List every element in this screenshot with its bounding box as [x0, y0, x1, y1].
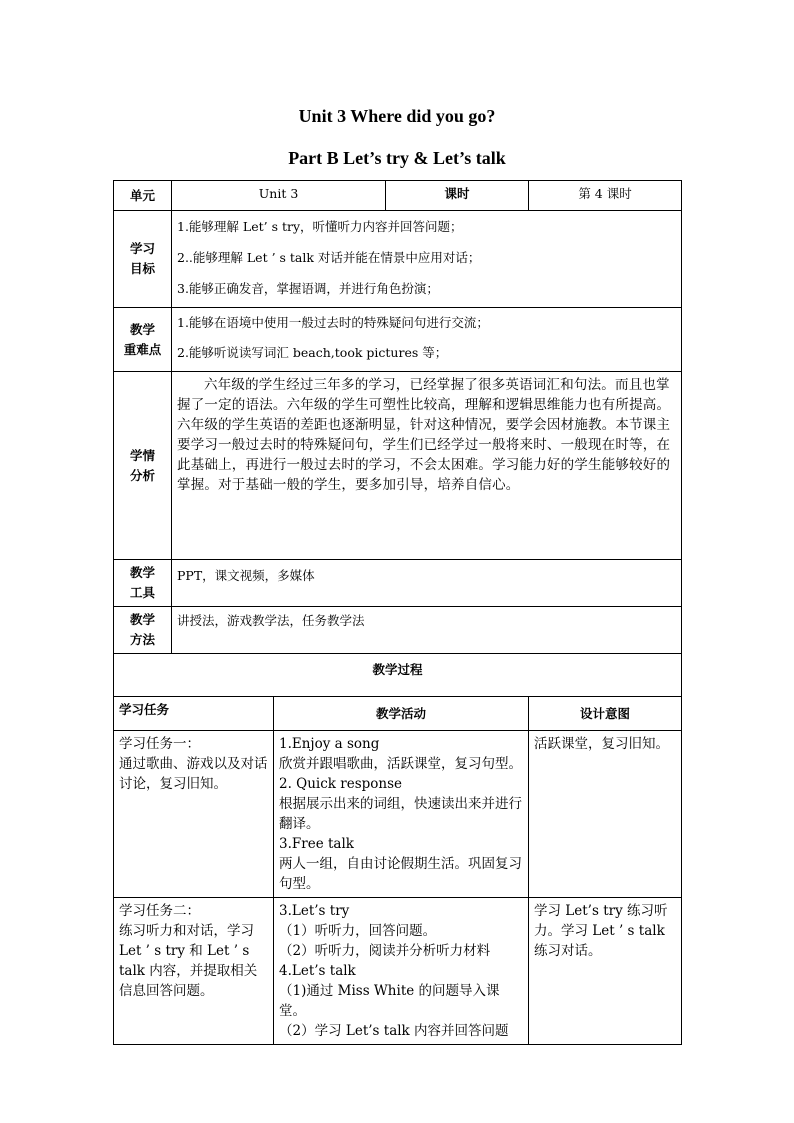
task-row	[114, 898, 682, 1045]
activity-item: 2. Quick response	[279, 776, 403, 792]
activity-item: 两人一组，自由讨论假期生活。巩固复习句型。	[279, 856, 522, 892]
document-title: Unit 3 Where did you go?	[298, 106, 496, 126]
task-intent: 学习 Let’s try 练习听力。学习 Let ’ s talk 练习对话。	[529, 898, 682, 1045]
analysis-content: 六年级的学生经过三年多的学习，已经掌握了很多英语词汇和句法。而且也掌握了一定的语法。六年级的学生可塑性比较高，理解和逻辑思维能力也有所提高。六年级的学生英语的差距也逐渐明显，针对这种情况，要学会因材施教。本节课主要学习一般过去时的特殊疑问句，学生们已经学过一般将来时、一般现在时等，在此基础上，再进行一般过去时的学习，不会太困难。学习能力好的学生能够较好的掌握。对于基础一般的学生，要多加引导，培养自信心。	[172, 372, 682, 560]
activity-item: 3.Let’s try	[279, 903, 350, 919]
goal-item: 2..能够理解 Let ’ s talk 对话并能在情景中应用对话；	[177, 250, 481, 265]
activity-item: （2）听听力，阅读并分析听力材料	[279, 943, 491, 959]
process-columns-row	[114, 697, 682, 731]
methods-row	[114, 607, 682, 654]
goals-row	[114, 211, 682, 308]
unit-value: Unit 3	[172, 181, 386, 211]
task-activities	[274, 731, 529, 898]
column-task: 学习任务	[114, 697, 274, 731]
activity-item: 3.Free talk	[279, 836, 354, 852]
activity-item: 4.Let’s talk	[279, 963, 356, 979]
activity-item: （2）学习 Let’s talk 内容并回答问题	[279, 1023, 509, 1039]
goals-label: 学习 目标	[114, 211, 172, 308]
task-activities	[274, 898, 529, 1045]
lesson-plan-table	[113, 180, 682, 1045]
unit-row	[114, 181, 682, 211]
key-points-content	[172, 308, 682, 372]
tools-row	[114, 560, 682, 607]
column-activity: 教学活动	[274, 697, 529, 731]
task-intent: 活跃课堂，复习旧知。	[529, 731, 682, 898]
key-point-item: 1.能够在语境中使用一般过去时的特殊疑问句进行交流；	[177, 315, 489, 330]
lesson-label: 课时	[386, 181, 529, 211]
key-point-item: 2.能够听说读写词汇 beach,took pictures 等；	[177, 345, 448, 360]
methods-content: 讲授法，游戏教学法，任务教学法	[172, 607, 682, 654]
task-description: 学习任务一： 通过歌曲、游戏以及对话讨论，复习旧知。	[114, 731, 274, 898]
activity-item: （1)通过 Miss White 的问题导入课堂。	[279, 983, 500, 1019]
document-subtitle: Part B Let’s try & Let’s talk	[288, 148, 506, 168]
key-points-row	[114, 308, 682, 372]
key-points-label: 教学 重难点	[114, 308, 172, 372]
column-intent: 设计意图	[529, 697, 682, 731]
goal-item: 1.能够理解 Let’ s try，听懂听力内容并回答问题；	[177, 219, 463, 234]
tools-content: PPT，课文视频，多媒体	[172, 560, 682, 607]
analysis-row	[114, 372, 682, 560]
activity-item: 欣赏并跟唱歌曲，活跃课堂，复习句型。	[279, 756, 522, 772]
task-row	[114, 731, 682, 898]
lesson-value: 第 4 课时	[529, 181, 682, 211]
goals-content	[172, 211, 682, 308]
goal-item: 3.能够正确发音，掌握语调，并进行角色扮演；	[177, 281, 439, 296]
unit-label: 单元	[114, 181, 172, 211]
methods-label: 教学 方法	[114, 607, 172, 654]
task-description: 学习任务二： 练习听力和对话，学习 Let ’ s try 和 Let ’ s talk 内容，并提取相关信息回答问题。	[114, 898, 274, 1045]
activity-item: 根据展示出来的词组，快速读出来并进行翻译。	[279, 796, 522, 832]
activity-item: 1.Enjoy a song	[279, 736, 380, 752]
process-label: 教学过程	[114, 654, 682, 697]
tools-label: 教学 工具	[114, 560, 172, 607]
process-header-row	[114, 654, 682, 697]
analysis-label: 学情 分析	[114, 372, 172, 560]
activity-item: （1）听听力，回答问题。	[279, 923, 437, 939]
